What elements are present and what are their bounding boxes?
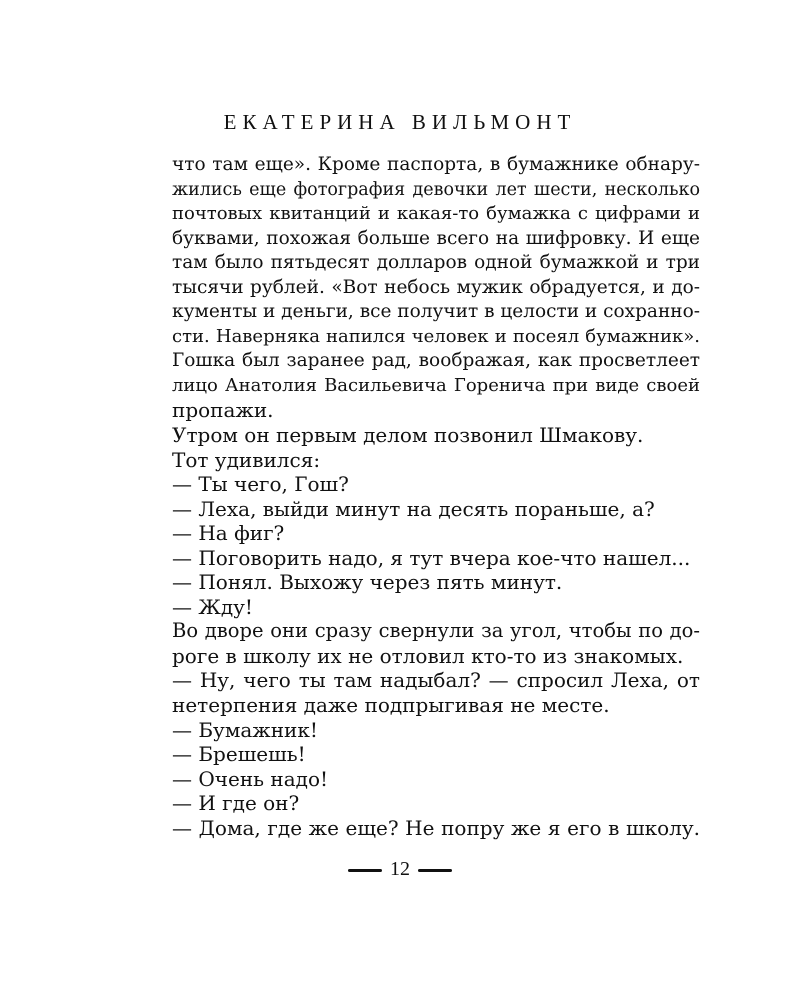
text-line: — Понял. Выхожу через пять минут.: [172, 570, 563, 595]
text-line: роге в школу их не отловил кто-то из знакомых.: [172, 643, 684, 668]
text-line: пропажи.: [172, 398, 274, 423]
page-footer: [0, 858, 800, 881]
text-line: — Очень надо!: [172, 766, 329, 791]
text-line: — Ну, чего ты там надыбал? — спросил Леха, от: [172, 668, 700, 693]
text-line: — Поговорить надо, я тут вчера кое-что нашел...: [172, 545, 691, 570]
text-line: нетерпения даже подпрыгивая не месте.: [172, 693, 610, 718]
page-number: 12: [390, 858, 410, 880]
text-line: — И где он?: [172, 791, 300, 816]
text-line: буквами, похожая больше всего на шифровку. И еще: [172, 227, 700, 249]
text-line: что там еще». Кроме паспорта, в бумажнике обнару-: [172, 154, 700, 175]
text-line: Во дворе они сразу свернули за угол, чтобы по до-: [172, 619, 700, 643]
text-line: Гошка был заранее рад, воображая, как просветлеет: [172, 350, 700, 372]
text-line: — Брешешь!: [172, 742, 306, 767]
text-line: — Дома, где же еще? Не попру же я его в школу.: [172, 815, 700, 840]
text-line: жились еще фотография девочки лет шести, несколько: [172, 179, 700, 200]
footer-ornament-left: [348, 869, 382, 872]
text-line: — Жду!: [172, 594, 253, 619]
text-line: — Ты чего, Гош?: [172, 472, 349, 497]
text-line: Тот удивился:: [172, 447, 321, 472]
text-line: — На фиг?: [172, 521, 285, 546]
text-line: сти. Наверняка напился человек и посеял бумажник».: [172, 325, 700, 347]
footer-ornament-right: [418, 869, 452, 872]
running-header: ЕКАТЕРИНА ВИЛЬМОНТ: [223, 110, 577, 134]
text-line: почтовых квитанций и какая-то бумажка с цифрами и: [172, 203, 700, 225]
body-text: [172, 153, 700, 840]
text-line: лицо Анатолия Васильевича Горенича при виде своей: [172, 374, 700, 396]
text-line: тысячи рублей. «Вот небось мужик обрадуется, и до-: [172, 276, 700, 298]
text-line: — Леха, выйди минут на десять пораньше, а?: [172, 496, 655, 521]
text-line: там было пятьдесят долларов одной бумажкой и три: [172, 252, 700, 274]
text-line: — Бумажник!: [172, 717, 318, 742]
text-line: кументы и деньги, все получит в целости и сохранно-: [172, 301, 700, 323]
text-line: Утром он первым делом позвонил Шмакову.: [172, 423, 644, 448]
